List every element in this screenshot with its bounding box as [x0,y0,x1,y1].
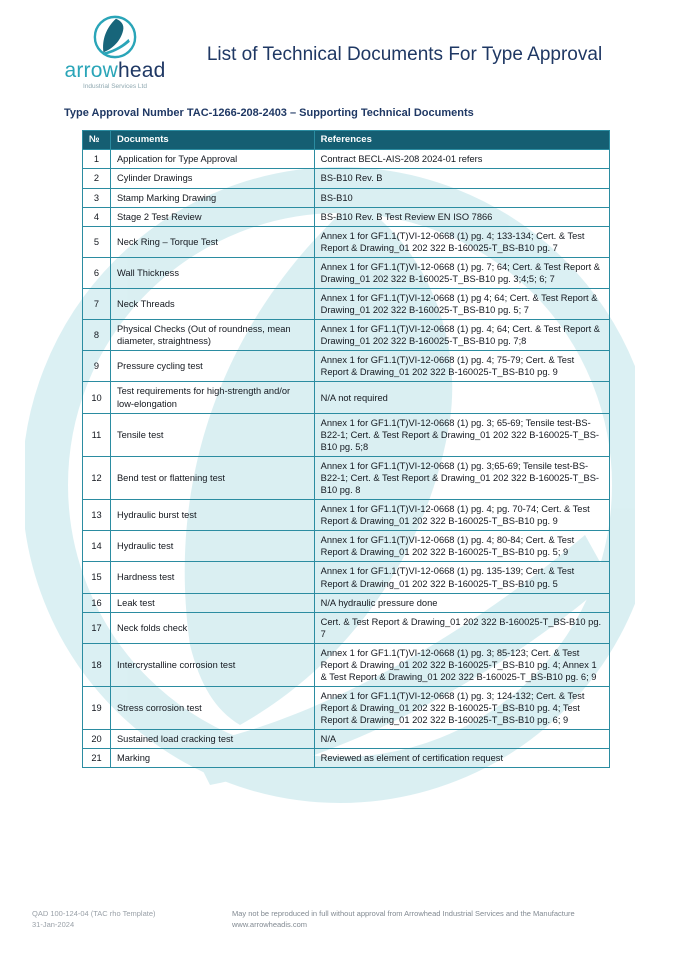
footer-doc-id [32,908,200,931]
table-row [83,749,610,768]
cell-reference: Annex 1 for GF1.1(T)VI-12-0668 (1) pg. 7; 64; Cert. & Test Report & Drawing_01 202 322 B-160025-T_BS-B10 pg. 3;4;5; 6; 7 [314,257,609,288]
cell-no: 10 [83,382,111,413]
cell-no: 20 [83,730,111,749]
cell-no: 9 [83,351,111,382]
cell-reference: Annex 1 for GF1.1(T)VI-12-0668 (1) pg. 4; pg. 70-74; Cert. & Test Report & Drawing_01 202 322 B-160025-T_BS-B10 pg. 9 [314,500,609,531]
cell-no: 2 [83,169,111,188]
table-row [83,612,610,643]
cell-reference: Annex 1 for GF1.1(T)VI-12-0668 (1) pg. 4; 80-84; Cert. & Test Report & Drawing_01 202 322 B-160025-T_BS-B10 pg. 5; 9 [314,531,609,562]
cell-reference: Reviewed as element of certification request [314,749,609,768]
cell-reference: BS-B10 [314,188,609,207]
cell-reference: Annex 1 for GF1.1(T)VI-12-0668 (1) pg. 3; 65-69; Tensile test-BS-B22-1; Cert. & Test Report & Drawing_01 202 322 B-160025-T_BS-B10 pg. 5;8 [314,413,609,456]
cell-no: 5 [83,226,111,257]
cell-reference: Annex 1 for GF1.1(T)VI-12-0668 (1) pg. 4; 75-79; Cert. & Test Report & Drawing_01 202 322 B-160025-T_BS-B10 pg. 9 [314,351,609,382]
col-header-no: № [83,131,111,150]
table-row [83,226,610,257]
cell-document: Hardness test [110,562,314,593]
logo-text-head: head [117,59,166,82]
cell-document: Bend test or flattening test [110,456,314,499]
logo-tagline: Industrial Services Ltd [83,83,147,91]
table-header [83,131,610,150]
cell-reference: BS-B10 Rev. B Test Review EN ISO 7866 [314,207,609,226]
table-row [83,500,610,531]
cell-no: 3 [83,188,111,207]
cell-no: 13 [83,500,111,531]
cell-no: 17 [83,612,111,643]
cell-document: Leak test [110,593,314,612]
cell-document: Stress corrosion test [110,687,314,730]
footer-copyright [232,908,631,931]
table-row [83,351,610,382]
cell-document: Tensile test [110,413,314,456]
document-header [0,0,679,90]
documents-table [82,130,610,768]
cell-document: Intercrystalline corrosion test [110,643,314,686]
footer-date: 31-Jan-2024 [32,919,75,929]
logo-text-arrow: arrow [64,59,118,82]
cell-document: Pressure cycling test [110,351,314,382]
cell-document: Hydraulic test [110,531,314,562]
footer-website-link[interactable]: www.arrowheadis.com [232,919,308,929]
cell-reference: Cert. & Test Report & Drawing_01 202 322 B-160025-T_BS-B10 pg. 7 [314,612,609,643]
cell-no: 15 [83,562,111,593]
cell-document: Cylinder Drawings [110,169,314,188]
cell-reference: N/A [314,730,609,749]
cell-no: 4 [83,207,111,226]
cell-document: Sustained load cracking test [110,730,314,749]
arrowhead-logo-icon [92,14,138,60]
cell-no: 12 [83,456,111,499]
table-row [83,150,610,169]
cell-no: 19 [83,687,111,730]
col-header-documents: Documents [110,131,314,150]
document-subtitle: Type Approval Number TAC-1266-208-2403 – Supporting Technical Documents [64,107,474,120]
document-footer [32,908,631,931]
cell-document: Wall Thickness [110,257,314,288]
cell-reference: Annex 1 for GF1.1(T)VI-12-0668 (1) pg. 3; 124-132; Cert. & Test Report & Drawing_01 202 322 B-160025-T_BS-B10 pg. 4; Test Report & Drawing_01 202 322 B-160025-T_BS-B10 pg. 6; 9 [314,687,609,730]
table-row [83,730,610,749]
cell-document: Neck Threads [110,289,314,320]
cell-document: Application for Type Approval [110,150,314,169]
table-row [83,320,610,351]
cell-reference: BS-B10 Rev. B [314,169,609,188]
table-row [83,687,610,730]
arrowhead-logo [52,14,178,90]
page-title: List of Technical Documents For Type Approval [206,44,603,65]
cell-no: 16 [83,593,111,612]
cell-no: 7 [83,289,111,320]
cell-no: 21 [83,749,111,768]
cell-document: Test requirements for high-strength and/or low-elongation [110,382,314,413]
cell-no: 1 [83,150,111,169]
table-header-row [83,131,610,150]
cell-reference: Annex 1 for GF1.1(T)VI-12-0668 (1) pg 4; 64; Cert. & Test Report & Drawing_01 202 322 B-160025-T_BS-B10 pg. 5; 7 [314,289,609,320]
table-row [83,413,610,456]
col-header-references: References [314,131,609,150]
table-row [83,562,610,593]
cell-reference: Annex 1 for GF1.1(T)VI-12-0668 (1) pg. 135-139; Cert. & Test Report & Drawing_01 202 322 B-160025-T_BS-B10 pg. 5 [314,562,609,593]
table-row [83,188,610,207]
cell-no: 18 [83,643,111,686]
cell-document: Stage 2 Test Review [110,207,314,226]
table-row [83,456,610,499]
table-row [83,169,610,188]
table-row [83,593,610,612]
table-row [83,643,610,686]
table-row [83,257,610,288]
logo-wordmark [64,60,165,82]
cell-reference: N/A hydraulic pressure done [314,593,609,612]
cell-document: Marking [110,749,314,768]
cell-reference: Annex 1 for GF1.1(T)VI-12-0668 (1) pg. 3;65-69; Tensile test-BS-B22-1; Cert. & Test Report & Drawing_01 202 322 B-160025-T_BS-B10 pg. 8 [314,456,609,499]
table-body [83,150,610,768]
table-row [83,207,610,226]
cell-document: Neck folds check [110,612,314,643]
cell-reference: Annex 1 for GF1.1(T)VI-12-0668 (1) pg. 4; 133-134; Cert. & Test Report & Drawing_01 202 322 B-160025-T_BS-B10 pg. 7 [314,226,609,257]
cell-no: 8 [83,320,111,351]
cell-reference: N/A not required [314,382,609,413]
cell-document: Physical Checks (Out of roundness, mean diameter, straightness) [110,320,314,351]
cell-document: Stamp Marking Drawing [110,188,314,207]
cell-no: 11 [83,413,111,456]
table-row [83,531,610,562]
cell-reference: Annex 1 for GF1.1(T)VI-12-0668 (1) pg. 3; 85-123; Cert. & Test Report & Drawing_01 202 322 B-160025-T_BS-B10 pg. 4; Annex 1 & Test Report & Drawing_01 202 322 B-160025-T_BS-B10 pg. 6; 9 [314,643,609,686]
cell-reference: Contract BECL-AIS-208 2024-01 refers [314,150,609,169]
footer-disclaimer: May not be reproduced in full without approval from Arrowhead Industrial Services and the Manufacture [232,908,575,918]
cell-document: Hydraulic burst test [110,500,314,531]
table-row [83,289,610,320]
cell-no: 6 [83,257,111,288]
footer-template-ref: QAD 100-124-04 (TAC rho Template) [32,908,156,918]
table-row [83,382,610,413]
cell-reference: Annex 1 for GF1.1(T)VI-12-0668 (1) pg. 4; 64; Cert. & Test Report & Drawing_01 202 322 B-160025-T_BS-B10 pg. 7;8 [314,320,609,351]
cell-no: 14 [83,531,111,562]
cell-document: Neck Ring – Torque Test [110,226,314,257]
